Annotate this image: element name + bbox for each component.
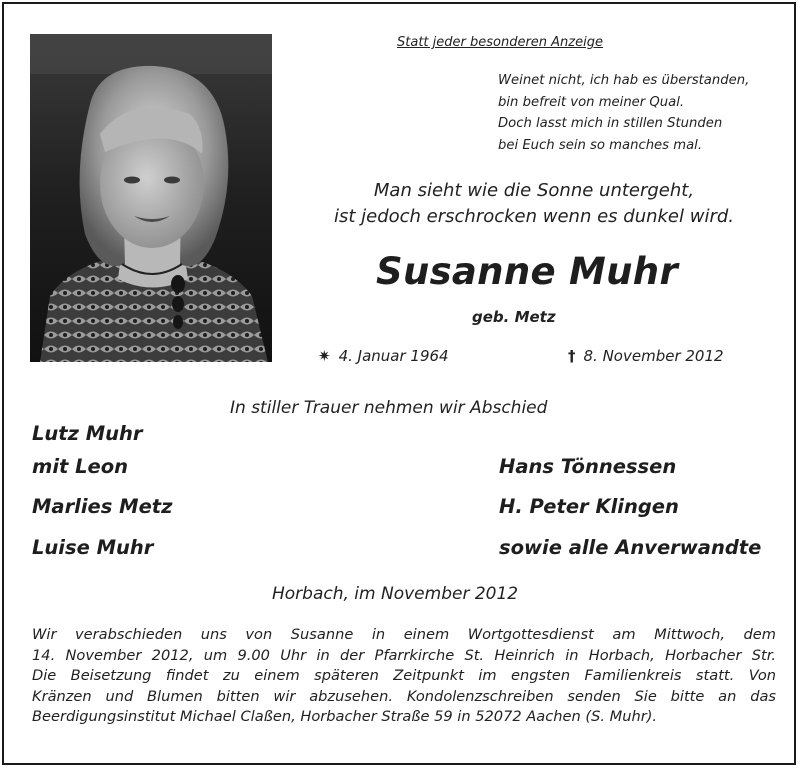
portrait-photo xyxy=(30,34,272,362)
poem-line: bei Euch sein so manches mal. xyxy=(498,137,703,153)
quote-line: Man sieht wie die Sonne untergeht, xyxy=(373,180,695,201)
mourner-name: Lutz Muhr xyxy=(32,422,143,445)
death-date-line xyxy=(568,347,724,365)
service-info-line: Kränzen und Blumen bitten wir abzusehen. Kondolenzschreiben senden Sie bitte an das xyxy=(32,687,776,705)
service-info-line: Wir verabschieden uns von Susanne in einem Wortgottesdienst am Mittwoch, dem xyxy=(32,626,776,643)
birth-date-line xyxy=(318,347,449,365)
star-icon: ✷ xyxy=(318,347,331,365)
birth-name: geb. Metz xyxy=(472,308,556,326)
poem-line: Doch lasst mich in stillen Stunden xyxy=(498,116,723,132)
deceased-name: Susanne Muhr xyxy=(376,250,678,293)
quote xyxy=(304,178,764,230)
cross-icon: † xyxy=(568,347,576,365)
place-date: Horbach, im November 2012 xyxy=(272,584,519,604)
service-info-line: Beerdigungsinstitut Michael Claßen, Horbacher Straße 59 in 52072 Aachen (S. Muhr). xyxy=(32,708,658,725)
service-info-line: 14. November 2012, um 9.00 Uhr in der Pfarrkirche St. Heinrich in Horbach, Horbacher Str. xyxy=(32,646,776,664)
mourner-name: Marlies Metz xyxy=(32,495,173,518)
death-date: 8. November 2012 xyxy=(583,347,724,365)
poem-line: bin befreit von meiner Qual. xyxy=(498,94,685,110)
mourner-name: Luise Muhr xyxy=(32,536,154,559)
mourner-name: Hans Tönnessen xyxy=(499,455,677,478)
service-info xyxy=(32,625,776,728)
quote-line: ist jedoch erschrocken wenn es dunkel wird. xyxy=(333,206,735,227)
mourning-line: In stiller Trauer nehmen wir Abschied xyxy=(230,398,548,418)
service-info-line: Die Beisetzung findet zu einem späteren Zeitpunkt im engsten Familienkreis statt. Von xyxy=(32,667,776,684)
poem xyxy=(498,70,749,156)
mourner-name: mit Leon xyxy=(32,455,129,478)
poem-line: Weinet nicht, ich hab es überstanden, xyxy=(498,73,750,88)
mourner-name: H. Peter Klingen xyxy=(499,495,679,518)
obituary-notice xyxy=(2,2,796,765)
mourner-name: sowie alle Anverwandte xyxy=(499,536,762,559)
birth-date: 4. Januar 1964 xyxy=(338,347,449,365)
header-note: Statt jeder besonderen Anzeige xyxy=(397,35,603,50)
